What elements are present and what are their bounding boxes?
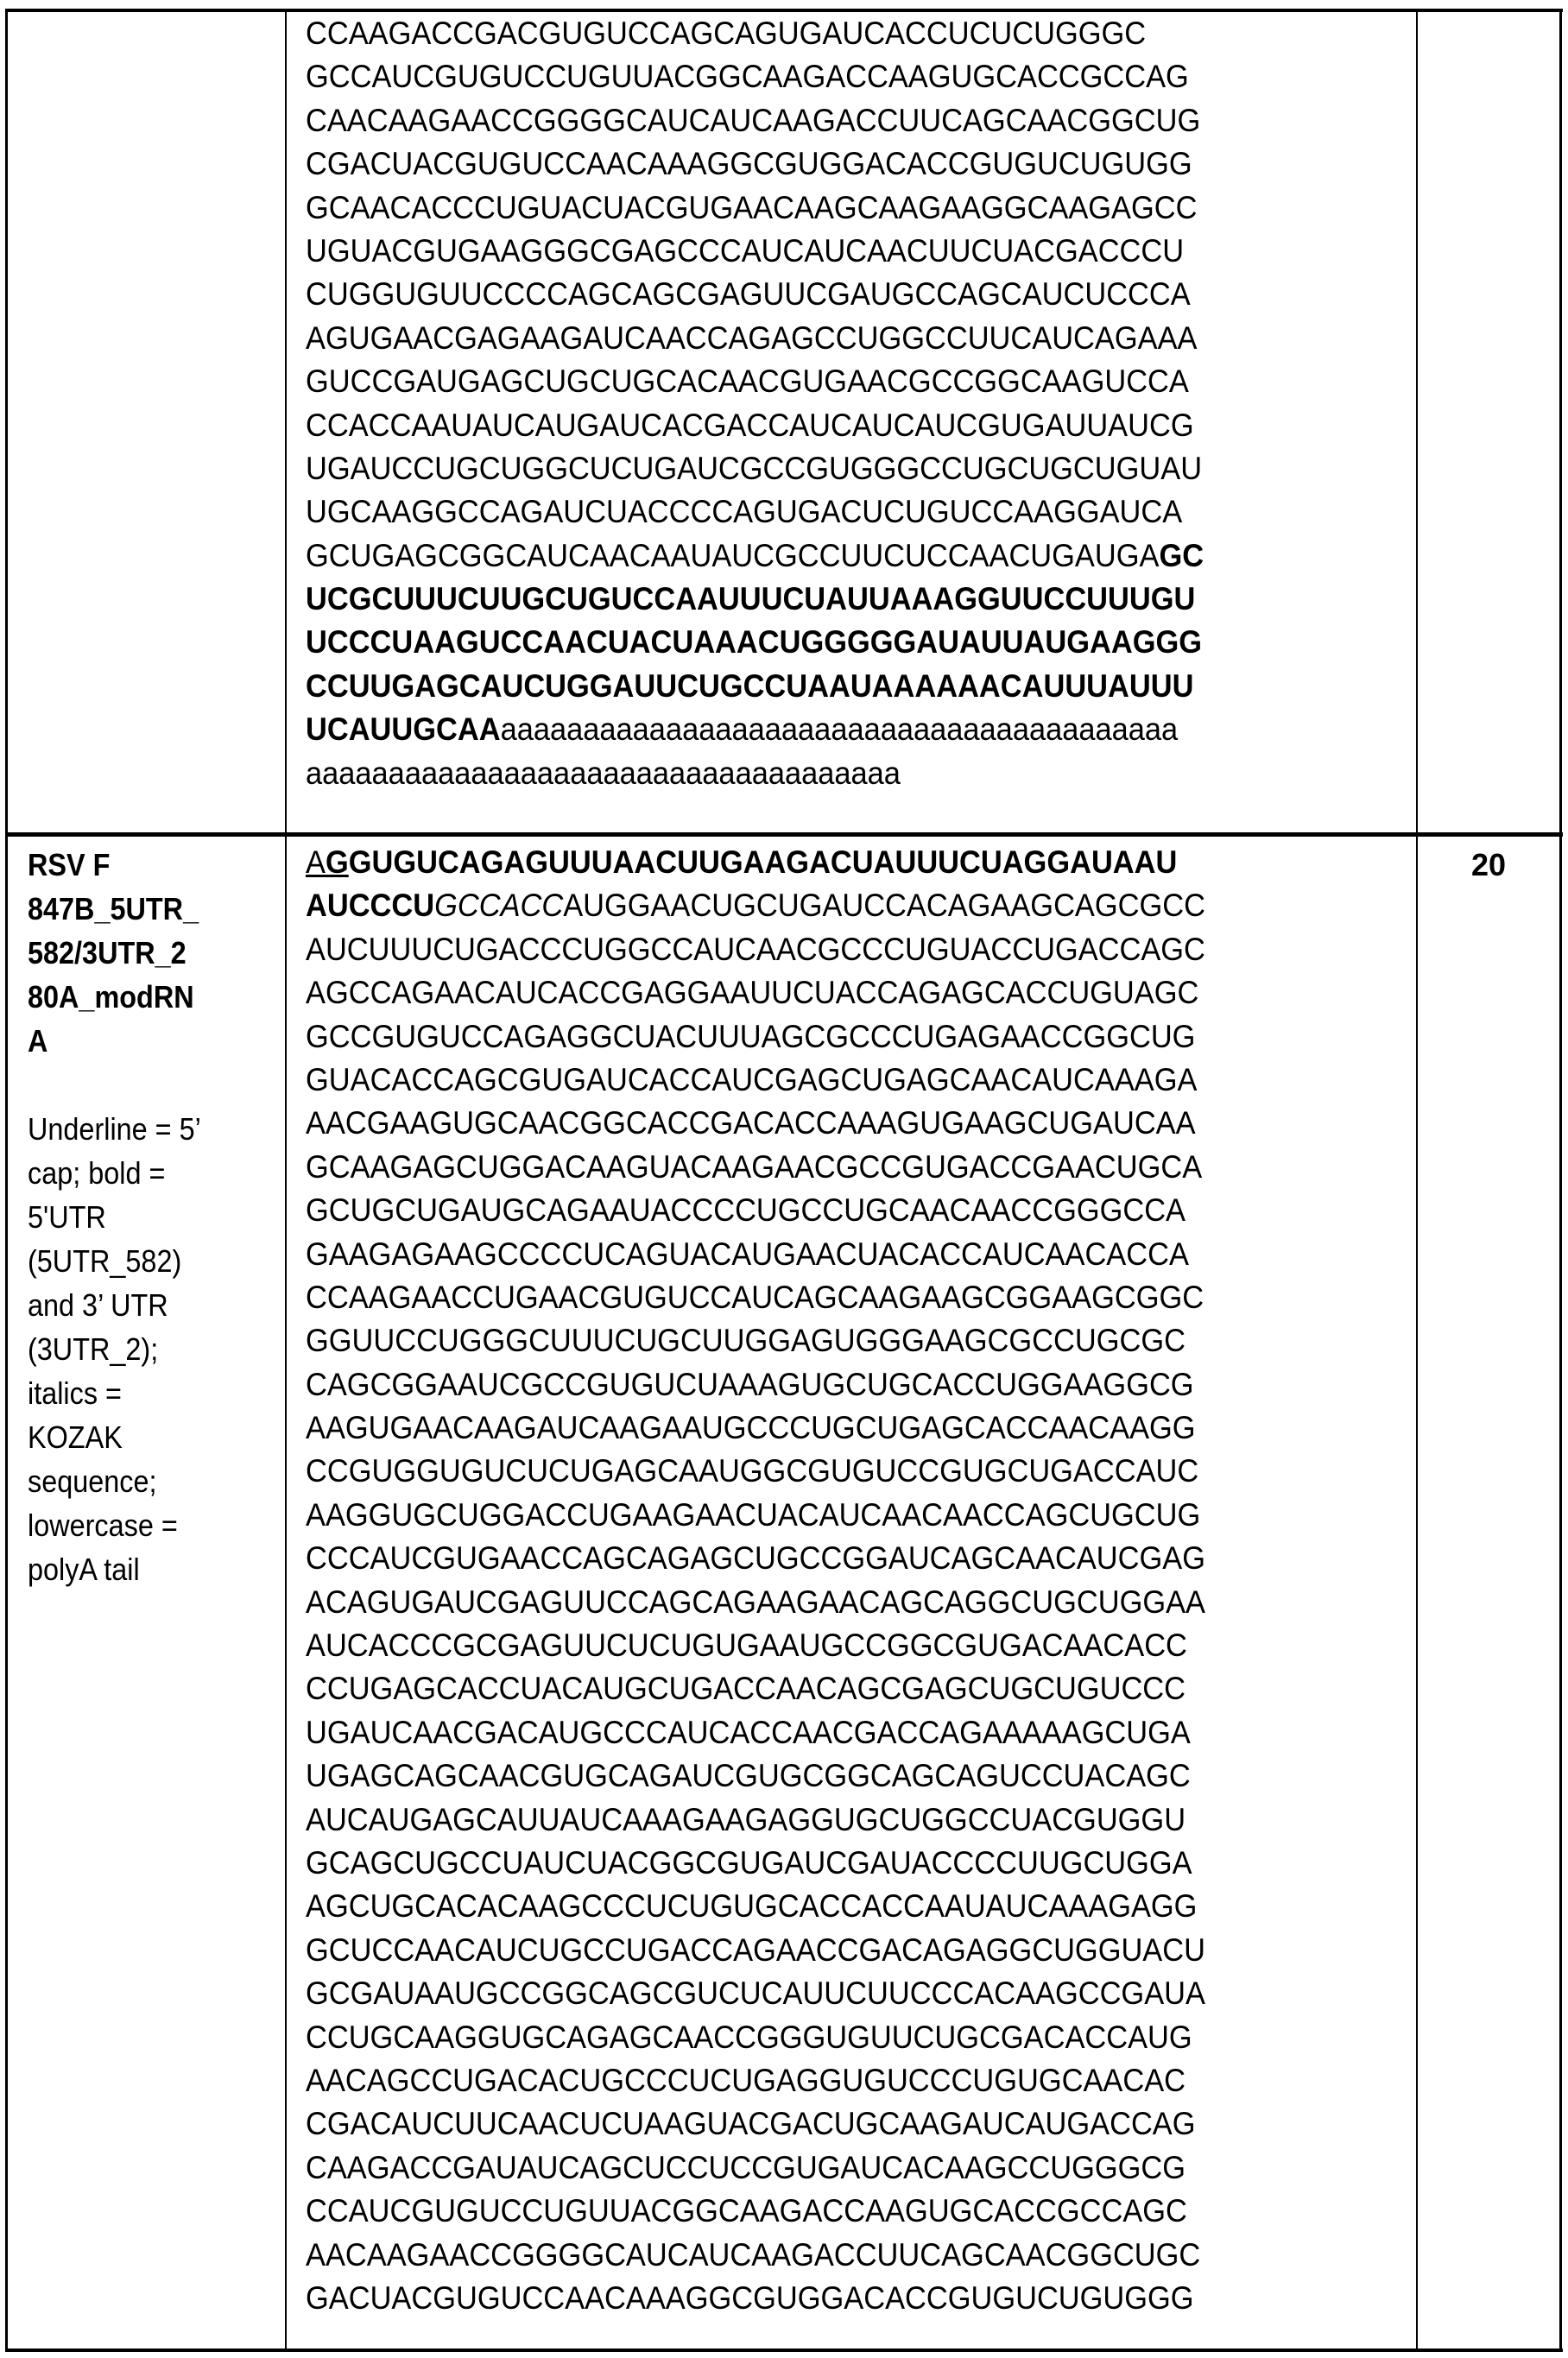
sequence-line — [306, 1537, 1205, 1580]
sequence-segment: A — [306, 844, 326, 880]
construct-name-line: 847B_5UTR_ — [28, 887, 201, 931]
sequence-segment: UCCCUAAGUCCAACUACUAAACUGGGGGAUAUUAUGAAGGG — [306, 624, 1202, 660]
sequence-segment: AACAGCCUGACACUGCCCUCUGAGGUGUCCCUGUGCAACAC — [306, 2063, 1185, 2098]
sequence-segment: GCCGUGUCCAGAGGCUACUUUAGCGCCCUGAGAACCGGCUG — [306, 1019, 1195, 1054]
legend-line: KOZAK — [28, 1415, 201, 1459]
sequence-segment: CCAUCGUGUCCUGUUACGGCAAGACCAAGUGCACCGCCAGC — [306, 2193, 1187, 2228]
sequence-segment: AACGAAGUGCAACGGCACCGACACCAAAGUGAAGCUGAUCAA — [306, 1105, 1196, 1141]
sequence-line — [306, 1102, 1205, 1145]
table-border-bottom — [5, 2349, 1563, 2352]
sequence-line — [306, 360, 1204, 403]
sequence-line — [306, 1842, 1205, 1885]
sequence-segment: G — [326, 844, 349, 880]
sequence-segment: UCAUUGCAA — [306, 711, 501, 747]
row-divider — [5, 832, 1563, 837]
legend-line: lowercase = — [28, 1503, 201, 1547]
column-divider-1 — [285, 9, 287, 2352]
sequence-line — [306, 404, 1204, 447]
sequence-segment: GCCAUCGUGUCCUGUUACGGCAAGACCAAGUGCACCGCCAG — [306, 59, 1189, 94]
sequence-segment: ACAGUGAUCGAGUUCCAGCAGAAGAACAGCAGGCUGCUGGAA — [306, 1584, 1205, 1620]
sequence-line — [306, 2016, 1205, 2059]
sequence-segment: UGAUCCUGCUGGCUCUGAUCGCCGUGGGCCUGCUGCUGUAU — [306, 451, 1202, 486]
sequence-line — [306, 1624, 1205, 1667]
sequence-segment: GCAGCUGCCUAUCUACGGCGUGAUCGAUACCCCUUGCUGGA — [306, 1845, 1192, 1881]
sequence-line — [306, 1407, 1205, 1450]
sequence-line — [306, 2146, 1205, 2190]
sequence-segment: AGUGAACGAGAAGAUCAACCAGAGCCUGGCCUUCAUCAGAAA — [306, 320, 1197, 356]
sequence-segment: CCCAUCGUGAACCAGCAGAGCUGCCGGAUCAGCAACAUCGAG — [306, 1540, 1205, 1576]
sequence-segment: CGACAUCUUCAACUCUAAGUACGACUGCAAGAUCAUGACCAG — [306, 2106, 1196, 2141]
construct-name-line: RSV F — [28, 843, 201, 887]
sequence-segment: CCUGAGCACCUACAUGCUGACCAACAGCGAGCUGCUGUCCC — [306, 1671, 1185, 1706]
sequence-line — [306, 2059, 1205, 2102]
legend-line: Underline = 5’ — [28, 1107, 201, 1151]
column-divider-2 — [1416, 9, 1418, 2352]
sequence-line — [306, 490, 1204, 534]
sequence-line — [306, 752, 1204, 795]
sequence-segment: GCUGAGCGGCAUCAACAAUAUCGCCUUCUCCAACUGAUGA — [306, 538, 1159, 573]
row1-sequence-cell — [306, 12, 1204, 795]
legend-line: sequence; — [28, 1459, 201, 1503]
sequence-segment: GACUACGUGUCCAACAAAGGCGUGGACACCGUGUCUGUGGG — [306, 2280, 1194, 2316]
sequence-line — [306, 1189, 1205, 1232]
sequence-segment: AACAAGAACCGGGGCAUCAUCAAGACCUUCAGCAACGGCUGC — [306, 2237, 1200, 2273]
sequence-segment: AAGGUGCUGGACCUGAAGAACUACAUCAACAACCAGCUGCUG — [306, 1497, 1200, 1533]
sequence-line — [306, 1233, 1205, 1276]
legend-line: and 3’ UTR — [28, 1283, 201, 1327]
sequence-segment: aaaaaaaaaaaaaaaaaaaaaaaaaaaaaaaaaaaaaaaaa — [501, 711, 1179, 747]
sequence-line — [306, 1885, 1205, 1928]
table-border-left — [5, 9, 8, 2352]
sequence-line — [306, 578, 1204, 621]
sequence-line — [306, 971, 1205, 1015]
sequence-segment: GCGAUAAUGCCGGCAGCGUCUCAUUCUUCCCACAAGCCGAUA — [306, 1976, 1205, 2011]
sequence-line — [306, 621, 1204, 664]
sequence-line — [306, 1754, 1205, 1798]
sequence-segment: UGCAAGGCCAGAUCUACCCCAGUGACUCUGUCCAAGGAUCA — [306, 494, 1182, 529]
sequence-line — [306, 1494, 1205, 1537]
sequence-line — [306, 447, 1204, 490]
sequence-line — [306, 2234, 1205, 2277]
sequence-line — [306, 928, 1205, 971]
sequence-segment: UGAGCAGCAACGUGCAGAUCGUGCGGCAGCAGUCCUACAGC — [306, 1758, 1191, 1793]
sequence-line — [306, 1711, 1205, 1754]
row2-name-cell — [28, 843, 201, 1591]
sequence-line — [306, 1929, 1205, 1972]
sequence-line — [306, 1799, 1205, 1842]
sequence-segment: AUCUUUCUGACCCUGGCCAUCAACGCCCUGUACCUGACCAGC — [306, 932, 1205, 967]
sequence-segment: GCAAGAGCUGGACAAGUACAAGAACGCCGUGACCGAACUGCA — [306, 1149, 1202, 1185]
sequence-segment: aaaaaaaaaaaaaaaaaaaaaaaaaaaaaaaaaaaa — [306, 755, 901, 791]
sequence-line — [306, 317, 1204, 360]
sequence-line — [306, 1972, 1205, 2015]
legend-line: (3UTR_2); — [28, 1327, 201, 1371]
sequence-segment: GCAACACCCUGUACUACGUGAACAAGCAAGAAGGCAAGAGCC — [306, 190, 1197, 225]
row2-sequence-cell — [306, 841, 1205, 2320]
sequence-line — [306, 1581, 1205, 1624]
row1-sequence — [306, 12, 1204, 795]
sequence-line — [306, 534, 1204, 578]
sequence-line — [306, 1363, 1205, 1407]
sequence-segment: GUGUCAGAGUUUAACUUGAAGACUAUUUCUAGGAUAAU — [349, 844, 1178, 880]
sequence-segment: GCUGCUGAUGCAGAAUACCCCUGCCUGCAACAACCGGGCCA — [306, 1192, 1185, 1228]
sequence-segment: GC — [1159, 538, 1204, 573]
sequence-segment: AUCACCCGCGAGUUCUCUGUGAAUGCCGGCGUGACAACACC — [306, 1628, 1187, 1663]
sequence-line — [306, 142, 1204, 186]
sequence-line — [306, 1015, 1205, 1059]
sequence-segment: CCGUGGUGUCUCUGAGCAAUGGCGUGUCCGUGCUGACCAUC — [306, 1453, 1198, 1489]
sequence-segment: CAAGACCGAUAUCAGCUCCUCCGUGAUCACAAGCCUGGGCG — [306, 2150, 1185, 2185]
sequence-segment: GCCACC — [434, 888, 563, 923]
sequence-segment: UGAUCAACGACAUGCCCAUCACCAACGACCAGAAAAAGCUGA — [306, 1715, 1191, 1750]
sequence-line — [306, 99, 1204, 142]
sequence-line — [306, 1146, 1205, 1189]
sequence-segment: CCUGCAAGGUGCAGAGCAACCGGGUGUUCUGCGACACCAUG — [306, 2020, 1192, 2055]
sequence-line — [306, 55, 1204, 98]
construct-name-line: 80A_modRN — [28, 975, 201, 1019]
sequence-segment: GGUUCCUGGGCUUUCUGCUUGGAGUGGGAAGCGCCUGCGC — [306, 1323, 1185, 1358]
sequence-line — [306, 708, 1204, 751]
sequence-line — [306, 273, 1204, 316]
sequence-segment: CCUUGAGCAUCUGGAUUCUGCCUAAUAAAAAACAUUUAUUU — [306, 668, 1193, 704]
sequence-line — [306, 186, 1204, 230]
sequence-segment: AGCCAGAACAUCACCGAGGAAUUCUACCAGAGCACCUGUAGC — [306, 975, 1198, 1010]
sequence-line — [306, 1667, 1205, 1710]
sequence-segment: CCACCAAUAUCAUGAUCACGACCAUCAUCAUCGUGAUUAUCG — [306, 408, 1194, 443]
sequence-line — [306, 1319, 1205, 1362]
row2-sequence — [306, 841, 1205, 2320]
sequence-line — [306, 884, 1205, 927]
sequence-table — [5, 9, 1563, 2352]
sequence-segment: CUGGUGUUCCCCAGCAGCGAGUUCGAUGCCAGCAUCUCCCA — [306, 276, 1191, 312]
sequence-segment: GCUCCAACAUCUGCCUGACCAGAACCGACAGAGGCUGGUACU — [306, 1932, 1205, 1968]
sequence-segment: AUCCCU — [306, 888, 434, 923]
sequence-segment: UCGCUUUCUUGCUGUCCAAUUUCUAUUAAAGGUUCCUUUGU — [306, 581, 1195, 616]
legend-line: 5'UTR — [28, 1195, 201, 1239]
sequence-line — [306, 2277, 1205, 2320]
sequence-line — [306, 1059, 1205, 1102]
sequence-segment: AUCAUGAGCAUUAUCAAAGAAGAGGUGCUGGCCUACGUGGU — [306, 1802, 1185, 1837]
table-border-right — [1559, 9, 1562, 2352]
construct-name-line: 582/3UTR_2 — [28, 931, 201, 975]
legend-line: polyA tail — [28, 1547, 201, 1591]
sequence-segment: GUCCGAUGAGCUGCUGCACAACGUGAACGCCGGCAAGUCCA — [306, 363, 1189, 399]
sequence-line — [306, 2102, 1205, 2146]
sequence-segment: AGCUGCACACAAGCCCUCUGUGCACCACCAAUAUCAAAGAGG — [306, 1888, 1197, 1924]
sequence-line — [306, 665, 1204, 708]
sequence-segment: CCAAGAACCUGAACGUGUCCAUCAGCAAGAAGCGGAAGCGGC — [306, 1280, 1204, 1315]
sequence-segment: CAACAAGAACCGGGGCAUCAUCAAGACCUUCAGCAACGGCUG — [306, 103, 1200, 138]
sequence-line — [306, 1276, 1205, 1319]
sequence-segment: AUGGAACUGCUGAUCCACAGAAGCAGCGCC — [563, 888, 1205, 923]
sequence-line — [306, 1450, 1205, 1493]
sequence-line — [306, 2190, 1205, 2233]
sequence-segment: GUACACCAGCGUGAUCACCAUCGAGCUGAGCAACAUCAAAGA — [306, 1062, 1197, 1097]
sequence-segment: AAGUGAACAAGAUCAAGAAUGCCCUGCUGAGCACCAACAAGG — [306, 1410, 1196, 1445]
legend-line: cap; bold = — [28, 1151, 201, 1195]
sequence-segment: UGUACGUGAAGGGCGAGCCCAUCAUCAACUUCUACGACCCU — [306, 233, 1184, 269]
sequence-line — [306, 841, 1205, 884]
construct-name-line: A — [28, 1019, 201, 1063]
legend-line: italics = — [28, 1371, 201, 1415]
seq-id-number: 20 — [1418, 843, 1559, 887]
legend-line: (5UTR_582) — [28, 1239, 201, 1283]
sequence-line — [306, 12, 1204, 55]
sequence-line — [306, 230, 1204, 273]
sequence-segment: GAAGAGAAGCCCCUCAGUACAUGAACUACACCAUCAACACCA — [306, 1236, 1189, 1272]
sequence-segment: CGACUACGUGUCCAACAAAGGCGUGGACACCGUGUCUGUGG — [306, 146, 1192, 181]
sequence-segment: CAGCGGAAUCGCCGUGUCUAAAGUGCUGCACCUGGAAGGCG — [306, 1367, 1194, 1402]
sequence-segment: CCAAGACCGACGUGUCCAGCAGUGAUCACCUCUCUGGGC — [306, 16, 1146, 51]
